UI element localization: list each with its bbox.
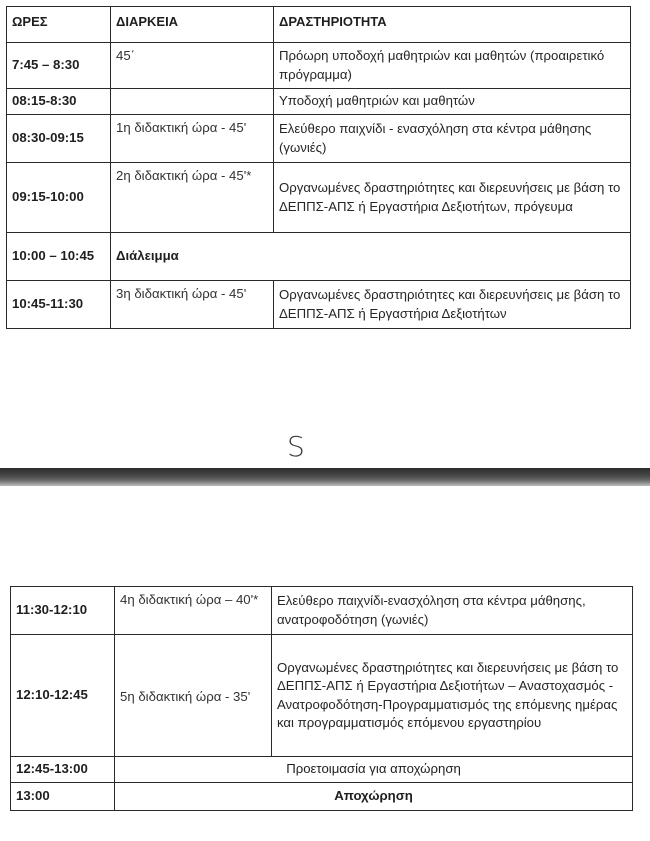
row-time: 7:45 – 8:30 [7,43,111,89]
row-activity: Υποδοχή μαθητριών και μαθητών [274,89,631,115]
table-row [7,281,631,329]
row-activity: Ελεύθερο παιχνίδι - ενασχόληση στα κέντρα μάθησης (γωνιές) [274,115,631,163]
table-row [7,89,631,115]
table-row [7,115,631,163]
row-time: 11:30-12:10 [11,587,115,635]
prep-label: Προετοιμασία για αποχώρηση [115,757,633,783]
row-activity: Πρόωρη υποδοχή μαθητριών και μαθητών (προαιρετικό πρόγραμμα) [274,43,631,89]
table-row [11,587,633,635]
departure-label: Αποχώρηση [115,783,633,811]
page-separator [0,468,650,486]
prep-time: 12:45-13:00 [11,757,115,783]
row-duration: 2η διδακτική ώρα - 45'* [111,163,274,233]
departure-time: 13:00 [11,783,115,811]
row-duration: 4η διδακτική ώρα – 40'* [115,587,272,635]
row-time: 08:15-8:30 [7,89,111,115]
departure-row [11,783,633,811]
break-row [7,233,631,281]
header-duration: ΔΙΑΡΚΕΙΑ [111,7,274,43]
row-duration: 3η διδακτική ώρα - 45' [111,281,274,329]
table-row [11,635,633,757]
row-time: 10:45-11:30 [7,281,111,329]
row-time: 08:30-09:15 [7,115,111,163]
page-mark: S [287,430,305,463]
row-time: 12:10-12:45 [11,635,115,757]
table-header-row [7,7,631,43]
header-activity: ΔΡΑΣΤΗΡΙΟΤΗΤΑ [274,7,631,43]
header-hours: ΩΡΕΣ [7,7,111,43]
row-duration: 1η διδακτική ώρα - 45' [111,115,274,163]
table-row [7,43,631,89]
row-activity: Οργανωμένες δραστηριότητες και διερευνήσεις με βάση το ΔΕΠΠΣ-ΑΠΣ ή Εργαστήρια Δεξιοτήτων, πρόγευμα [274,163,631,233]
row-duration: 5η διδακτική ώρα - 35' [115,635,272,757]
break-label: Διάλειμμα [111,233,631,281]
row-activity: Οργανωμένες δραστηριότητες και διερευνήσεις με βάση το ΔΕΠΠΣ-ΑΠΣ ή Εργαστήρια Δεξιοτήτων – Αναστοχασμός - Ανατροφοδότηση-Προγραμματισμός της επόμενης ημέρας και προγραμματισμός επόμενου εργαστηρίου [272,635,633,757]
prep-row [11,757,633,783]
row-duration [111,89,274,115]
row-activity: Οργανωμένες δραστηριότητες και διερευνήσεις με βάση το ΔΕΠΠΣ-ΑΠΣ ή Εργαστήρια Δεξιοτήτων [274,281,631,329]
table-row [7,163,631,233]
row-time: 09:15-10:00 [7,163,111,233]
row-duration: 45΄ [111,43,274,89]
schedule-table-bottom [10,586,633,811]
schedule-table-top [6,6,631,329]
row-activity: Ελεύθερο παιχνίδι-ενασχόληση στα κέντρα μάθησης, ανατροφοδότηση (γωνιές) [272,587,633,635]
break-time: 10:00 – 10:45 [7,233,111,281]
